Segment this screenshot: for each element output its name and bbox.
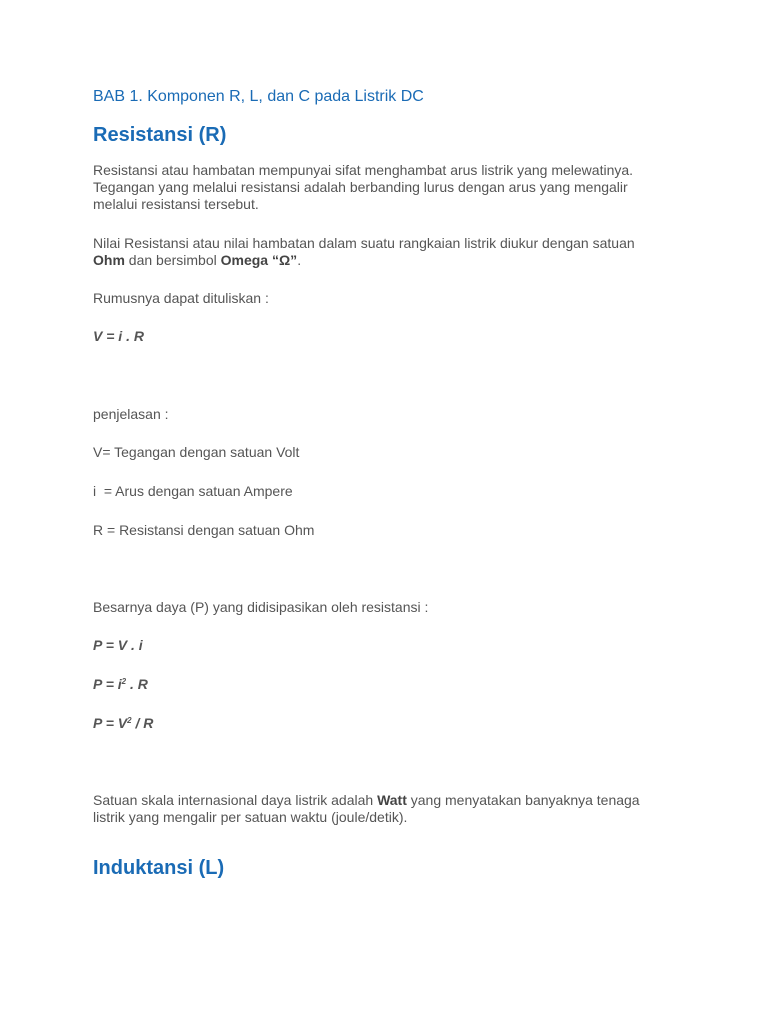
paragraph-resistansi-unit bbox=[93, 235, 668, 269]
penjelasan-label: penjelasan : bbox=[93, 406, 169, 422]
section-heading-resistansi: Resistansi (R) bbox=[93, 124, 227, 146]
bold-omega: Omega “Ω” bbox=[220, 252, 298, 268]
definition-voltage: V= Tegangan dengan satuan Volt bbox=[93, 444, 300, 460]
text-fragment: / R bbox=[131, 715, 154, 731]
text-fragment: P = i bbox=[93, 676, 122, 692]
text-fragment: . bbox=[297, 252, 302, 268]
text-fragment: Nilai Resistansi atau nilai hambatan dalam suatu rangkaian listrik diukur dengan satuan bbox=[93, 235, 635, 251]
daya-intro: Besarnya daya (P) yang didisipasikan oleh resistansi : bbox=[93, 599, 429, 615]
formula-power-v2r bbox=[93, 715, 153, 732]
paragraph-resistansi-definition: Resistansi atau hambatan mempunyai sifat menghambat arus listrik yang melewatinya. Tegangan yang melalui resistansi adalah berbanding lurus dengan arus yang mengalir melalui resistansi tersebut. bbox=[93, 162, 634, 212]
formula-power-vi: P = V . i bbox=[93, 637, 143, 653]
rumus-intro: Rumusnya dapat dituliskan : bbox=[93, 290, 269, 306]
definition-current: i = Arus dengan satuan Ampere bbox=[93, 483, 293, 499]
text-fragment: yang menyatakan banyaknya tenaga listrik yang mengalir per satuan waktu (joule/detik). bbox=[93, 792, 640, 825]
superscript: 2 bbox=[127, 716, 132, 725]
definition-resistance: R = Resistansi dengan satuan Ohm bbox=[93, 522, 315, 538]
chapter-title: BAB 1. Komponen R, L, dan C pada Listrik DC bbox=[93, 88, 424, 105]
bold-watt: Watt bbox=[377, 792, 407, 808]
formula-power-i2r bbox=[93, 676, 148, 693]
text-fragment: P = V bbox=[93, 715, 128, 731]
text-fragment: . R bbox=[126, 676, 148, 692]
text-fragment: Satuan skala internasional daya listrik adalah bbox=[93, 792, 378, 808]
text-fragment: dan bersimbol bbox=[124, 252, 221, 268]
paragraph-satuan-watt bbox=[93, 792, 668, 826]
superscript: 2 bbox=[121, 677, 127, 686]
bold-ohm: Ohm bbox=[93, 252, 125, 268]
section-heading-induktansi: Induktansi (L) bbox=[93, 857, 225, 879]
formula-ohms-law: V = i . R bbox=[93, 328, 144, 344]
